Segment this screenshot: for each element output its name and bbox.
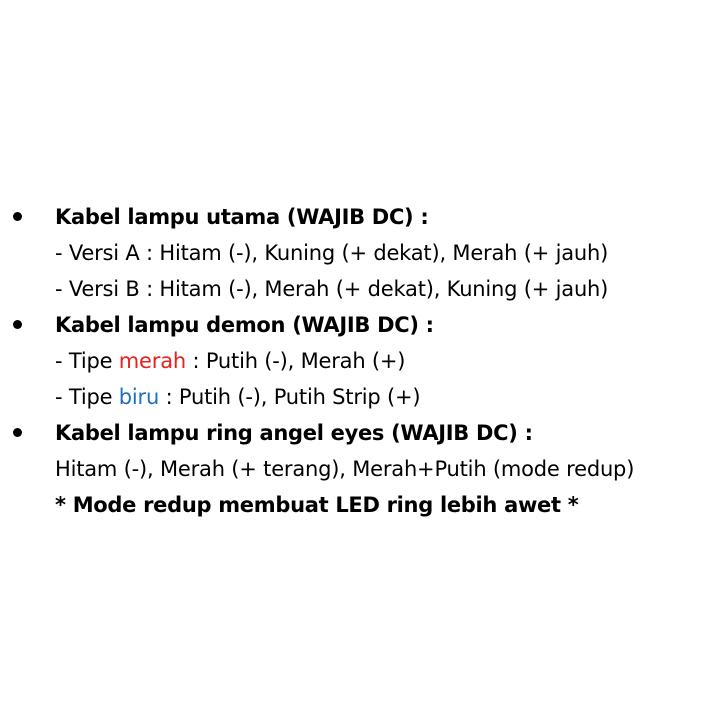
- tipe-suffix: : Putih (-), Putih Strip (+): [159, 385, 421, 409]
- tipe-biru-line: [0, 379, 726, 415]
- tipe-prefix: - Tipe: [55, 385, 119, 409]
- versi-b-line: - Versi B : Hitam (-), Merah (+ dekat), Kuning (+ jauh): [55, 277, 609, 301]
- versi-a-line: - Versi A : Hitam (-), Kuning (+ dekat), Merah (+ jauh): [55, 241, 609, 265]
- ring-note: * Mode redup membuat LED ring lebih awet *: [55, 493, 579, 517]
- tipe-merah-keyword: merah: [118, 349, 186, 373]
- bullet-dot-icon: [13, 212, 22, 221]
- bullet-dot-icon: [13, 320, 22, 329]
- heading-text: Kabel lampu utama (WAJIB DC) :: [55, 205, 429, 229]
- ring-colors-line: Hitam (-), Merah (+ terang), Merah+Putih (mode redup): [55, 457, 635, 481]
- section-lampu-demon: [0, 307, 726, 415]
- section-ring-angel-eyes: [0, 415, 726, 523]
- wiring-instructions: [0, 199, 726, 523]
- heading-text: Kabel lampu ring angel eyes (WAJIB DC) :: [55, 421, 533, 445]
- tipe-biru-keyword: biru: [118, 385, 160, 409]
- section-heading: [0, 307, 726, 343]
- section-heading: [0, 199, 726, 235]
- heading-text: Kabel lampu demon (WAJIB DC) :: [55, 313, 434, 337]
- section-lampu-utama: [0, 199, 726, 307]
- section-heading: [0, 415, 726, 451]
- tipe-suffix: : Putih (-), Merah (+): [186, 349, 406, 373]
- tipe-prefix: - Tipe: [55, 349, 119, 373]
- bullet-dot-icon: [13, 428, 22, 437]
- tipe-merah-line: [0, 343, 726, 379]
